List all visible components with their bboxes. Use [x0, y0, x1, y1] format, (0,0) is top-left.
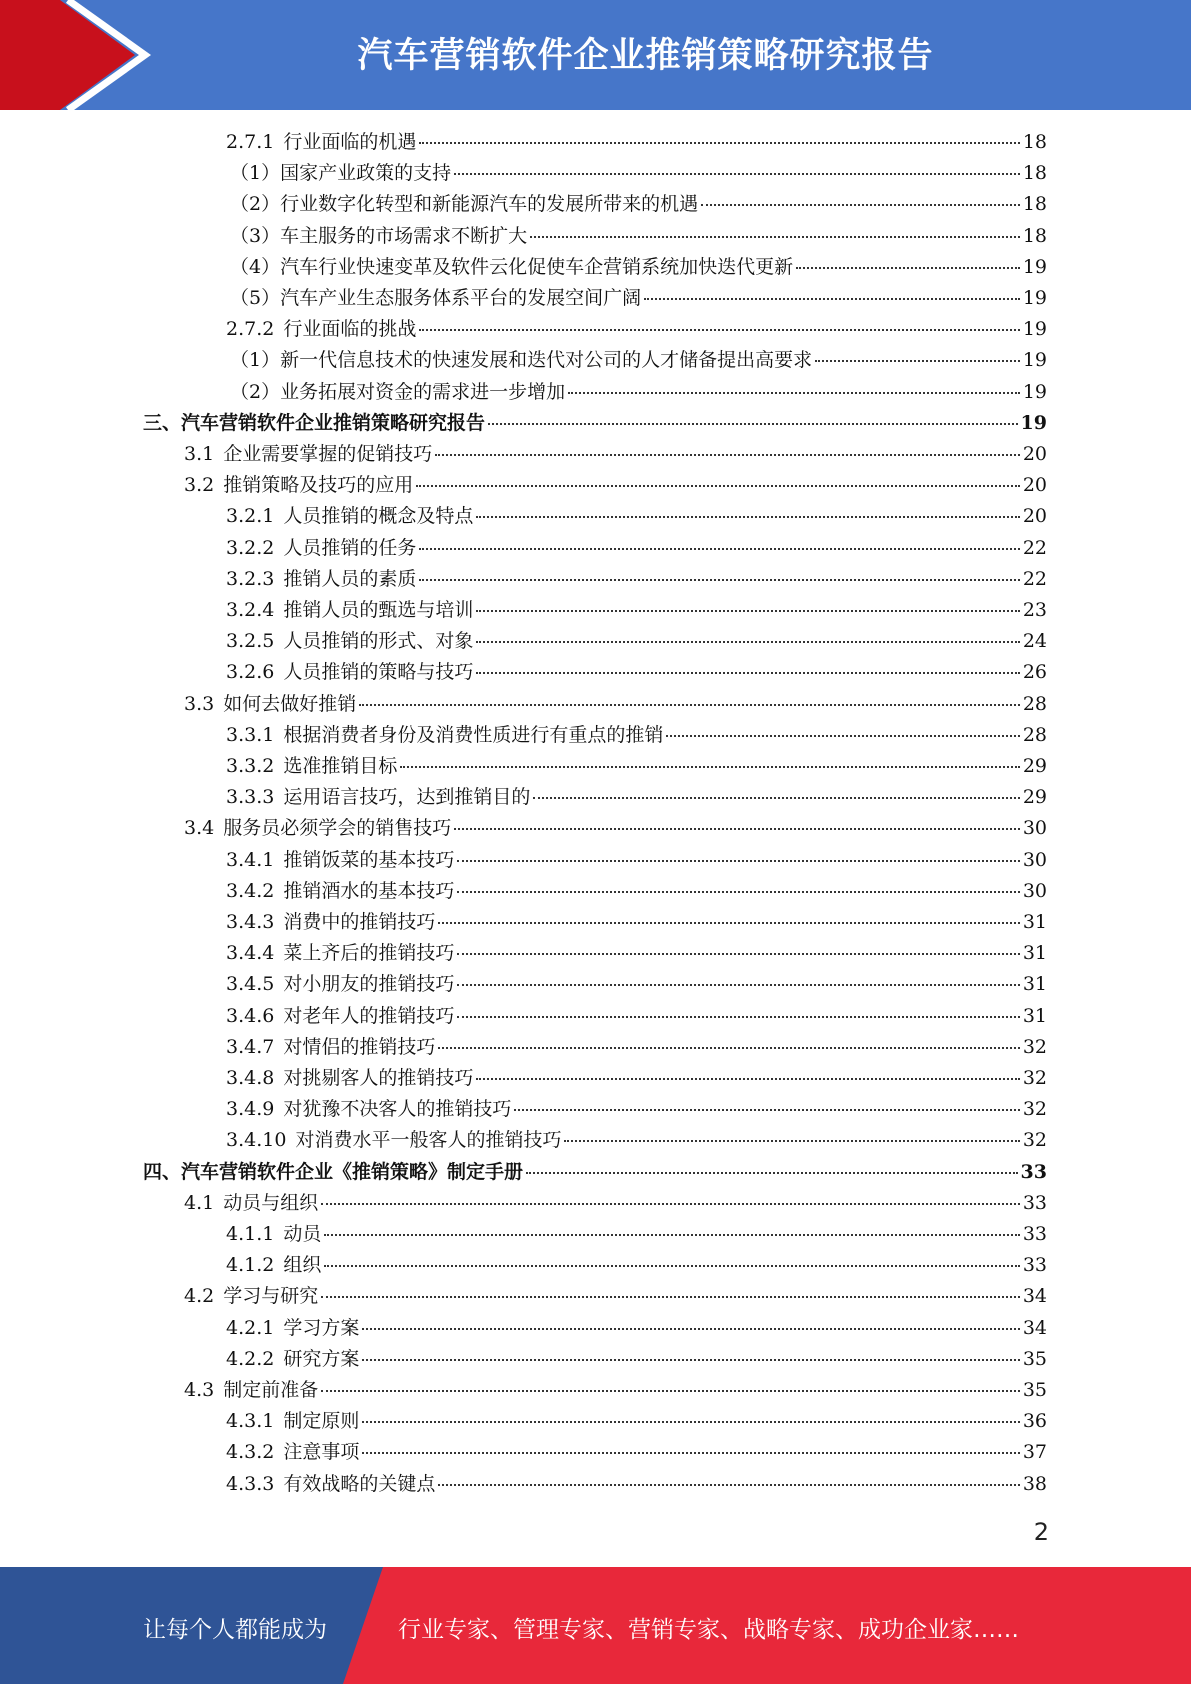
toc-entry[interactable]	[226, 1001, 1047, 1032]
toc-entry-page: 32	[1022, 1035, 1047, 1058]
toc-entry-page: 33	[1020, 1160, 1047, 1183]
toc-entry-number: （1）	[230, 349, 281, 372]
toc-entry-page: 38	[1022, 1472, 1047, 1495]
toc-entry-title: 汽车营销软件企业《推销策略》制定手册	[181, 1160, 524, 1183]
toc-dot-leader	[419, 142, 1019, 144]
toc-entry-page: 37	[1022, 1441, 1047, 1464]
toc-entry[interactable]	[226, 1125, 1047, 1156]
toc-entry[interactable]	[226, 751, 1047, 782]
toc-dot-leader	[476, 641, 1019, 643]
toc-dot-leader	[419, 548, 1019, 550]
toc-entry-page: 19	[1022, 349, 1047, 372]
toc-entry-title: 汽车营销软件企业推销策略研究报告	[181, 411, 486, 434]
toc-entry-page: 19	[1022, 318, 1047, 341]
toc-entry[interactable]	[226, 595, 1047, 626]
toc-entry[interactable]	[226, 876, 1047, 907]
toc-entry-number: 4.3.2	[226, 1441, 275, 1464]
toc-dot-leader	[362, 1452, 1019, 1454]
toc-entry-title: 推销人员的甄选与培训	[283, 599, 474, 621]
toc-dot-leader	[701, 204, 1020, 206]
toc-entry-number: 3.4.2	[226, 879, 275, 902]
toc-entry-number: 3.4	[184, 817, 215, 840]
toc-entry[interactable]	[226, 501, 1047, 532]
toc-dot-leader	[666, 735, 1019, 737]
toc-entry-title: 学习与研究	[223, 1285, 319, 1308]
toc-entry[interactable]	[230, 221, 1047, 252]
toc-dot-leader	[568, 392, 1020, 394]
toc-entry[interactable]	[226, 533, 1047, 564]
toc-entry-number: 3.2.1	[226, 505, 275, 528]
toc-dot-leader	[419, 329, 1019, 331]
toc-entry-number: 3.4.3	[226, 911, 275, 933]
toc-entry[interactable]	[226, 1063, 1047, 1094]
toc-entry[interactable]	[226, 969, 1047, 1000]
toc-entry-page: 29	[1022, 786, 1047, 809]
toc-entry-title: 推销酒水的基本技巧	[283, 879, 455, 902]
toc-entry[interactable]	[184, 1188, 1047, 1219]
toc-entry-number: 4.2.1	[226, 1316, 275, 1339]
toc-dot-leader	[457, 1016, 1019, 1018]
toc-entry-title: 根据消费者身份及消费性质进行有重点的推销	[283, 723, 664, 746]
toc-entry-title: 车主服务的市场需求不断扩大	[280, 224, 528, 247]
toc-entry-page: 32	[1022, 1129, 1047, 1152]
toc-dot-leader	[476, 610, 1019, 612]
toc-entry-title: 汽车行业快速变革及软件云化促使车企营销系统加快迭代更新	[280, 255, 794, 278]
toc-entry-page: 31	[1022, 1004, 1047, 1027]
toc-entry[interactable]	[184, 689, 1047, 720]
toc-entry-title: 制定前准备	[223, 1379, 319, 1401]
toc-entry-number: （1）	[230, 162, 281, 185]
toc-dot-leader	[457, 953, 1019, 955]
toc-dot-leader	[419, 579, 1019, 581]
toc-dot-leader	[796, 267, 1020, 269]
toc-entry-title: 人员推销的形式、对象	[283, 630, 474, 653]
toc-entry-number: 4.3.1	[226, 1410, 275, 1433]
toc-entry-number: 四、	[143, 1160, 182, 1183]
toc-entry-title: 运用语言技巧，达到推销目的	[283, 786, 531, 809]
toc-entry-page: 26	[1022, 661, 1047, 684]
toc-entry-number: 3.4.7	[226, 1035, 275, 1058]
toc-entry-page: 36	[1022, 1410, 1047, 1433]
toc-entry-title: 推销饭菜的基本技巧	[283, 848, 455, 871]
toc-dot-leader	[644, 298, 1020, 300]
toc-entry[interactable]	[226, 657, 1047, 688]
toc-entry-title: 行业面临的机遇	[283, 131, 417, 153]
toc-entry-number: （3）	[230, 224, 281, 247]
toc-entry-page: 34	[1022, 1316, 1047, 1339]
toc-entry[interactable]	[226, 626, 1047, 657]
toc-entry-page: 28	[1022, 723, 1047, 746]
toc-entry-title: 行业面临的挑战	[283, 318, 417, 341]
toc-entry-title: 消费中的推销技巧	[283, 911, 436, 933]
toc-entry-page: 22	[1022, 536, 1047, 559]
toc-dot-leader	[488, 423, 1018, 425]
toc-dot-leader	[324, 1234, 1019, 1236]
toc-entry-number: 3.3.2	[226, 755, 275, 777]
toc-entry[interactable]	[184, 470, 1047, 501]
toc-entry-page: 23	[1022, 599, 1047, 621]
toc-entry[interactable]	[226, 314, 1047, 345]
toc-entry-page: 32	[1022, 1067, 1047, 1089]
toc-entry-number: 4.1.1	[226, 1223, 275, 1245]
toc-entry[interactable]	[226, 845, 1047, 876]
toc-entry-title: 动员与组织	[223, 1191, 319, 1214]
toc-entry-number: 3.2.2	[226, 536, 275, 559]
toc-dot-leader	[438, 922, 1019, 924]
toc-entry-page: 22	[1022, 567, 1047, 590]
toc-dot-leader	[416, 485, 1020, 487]
toc-entry-number: （4）	[230, 255, 281, 278]
toc-entry-title: 组织	[283, 1254, 322, 1277]
toc-dot-leader	[362, 1421, 1019, 1423]
document-title: 汽车营销软件企业推销策略研究报告	[357, 36, 934, 76]
toc-entry-number: 4.2	[184, 1285, 215, 1308]
toc-entry-title: 注意事项	[283, 1441, 360, 1464]
toc-entry-page: 35	[1022, 1347, 1047, 1370]
toc-entry-title: 业务拓展对资金的需求进一步增加	[280, 380, 566, 403]
toc-entry-number: 3.2	[184, 474, 215, 497]
toc-entry[interactable]	[226, 1250, 1047, 1281]
toc-entry-page: 20	[1022, 474, 1047, 497]
toc-entry[interactable]	[230, 158, 1047, 189]
toc-entry-number: 3.4.8	[226, 1067, 275, 1089]
toc-entry-page: 18	[1022, 224, 1047, 247]
toc-dot-leader	[530, 236, 1020, 238]
toc-entry-number: 3.4.1	[226, 848, 275, 871]
toc-dot-leader	[514, 1109, 1019, 1111]
toc-entry[interactable]	[226, 1344, 1047, 1375]
toc-entry-number: 3.2.5	[226, 630, 275, 653]
toc-entry-number: 3.4.5	[226, 973, 275, 996]
toc-entry-title: 有效战略的关键点	[283, 1472, 436, 1495]
toc-entry-number: 4.3.3	[226, 1472, 275, 1495]
toc-entry-page: 18	[1022, 131, 1047, 153]
toc-entry-title: 动员	[283, 1223, 322, 1245]
toc-entry-number: 3.3.3	[226, 786, 275, 809]
toc-entry[interactable]	[230, 189, 1047, 220]
toc-entry-page: 19	[1020, 411, 1047, 434]
toc-entry-number: 3.4.6	[226, 1004, 275, 1027]
toc-entry-number: 4.2.2	[226, 1347, 275, 1370]
toc-entry[interactable]	[226, 1219, 1047, 1250]
toc-entry-page: 31	[1022, 942, 1047, 965]
footer-slogan-left: 让每个人都能成为	[143, 1617, 327, 1643]
toc-dot-leader	[359, 704, 1020, 706]
toc-entry-title: 选准推销目标	[283, 755, 398, 777]
toc-entry-title: 新一代信息技术的快速发展和迭代对公司的人才储备提出高要求	[280, 349, 813, 372]
toc-entry-number: 3.4.4	[226, 942, 275, 965]
toc-dot-leader	[457, 891, 1019, 893]
toc-entry-title: 对挑剔客人的推销技巧	[283, 1067, 474, 1089]
toc-entry-page: 31	[1022, 973, 1047, 996]
toc-entry-number: 3.1	[184, 443, 215, 465]
toc-entry[interactable]	[226, 938, 1047, 969]
toc-dot-leader	[457, 860, 1019, 862]
toc-entry-number: 3.3	[184, 692, 215, 715]
toc-entry-number: 2.7.2	[226, 318, 275, 341]
toc-entry[interactable]	[226, 1469, 1047, 1500]
toc-entry[interactable]	[226, 1094, 1047, 1125]
toc-entry-number: 4.1	[184, 1191, 215, 1214]
toc-entry-number: （5）	[230, 287, 281, 309]
toc-dot-leader	[815, 360, 1020, 362]
toc-entry-title: 服务员必须学会的销售技巧	[223, 817, 452, 840]
toc-entry-page: 29	[1022, 755, 1047, 777]
toc-entry[interactable]	[226, 907, 1047, 938]
toc-entry-page: 19	[1022, 255, 1047, 278]
toc-entry-page: 33	[1022, 1223, 1047, 1245]
toc-dot-leader	[362, 1359, 1019, 1361]
toc-entry-title: 人员推销的任务	[283, 536, 417, 559]
toc-entry-page: 20	[1022, 443, 1047, 465]
toc-dot-leader	[324, 1265, 1019, 1267]
toc-entry[interactable]	[143, 1157, 1047, 1188]
toc-entry-page: 19	[1022, 380, 1047, 403]
toc-dot-leader	[526, 1172, 1018, 1174]
toc-entry-number: 3.2.6	[226, 661, 275, 684]
toc-entry[interactable]	[184, 1375, 1047, 1406]
toc-entry-title: 对情侣的推销技巧	[283, 1035, 436, 1058]
toc-entry[interactable]	[226, 1406, 1047, 1437]
footer-banner	[0, 1567, 1191, 1684]
toc-entry-page: 18	[1022, 162, 1047, 185]
toc-entry-number: 3.2.4	[226, 599, 275, 621]
toc-entry[interactable]	[230, 252, 1047, 283]
toc-dot-leader	[454, 828, 1020, 830]
toc-entry-number: 4.1.2	[226, 1254, 275, 1277]
toc-entry-page: 33	[1022, 1254, 1047, 1277]
toc-entry-title: 菜上齐后的推销技巧	[283, 942, 455, 965]
page-number: 2	[1033, 1518, 1049, 1546]
toc-entry[interactable]	[184, 439, 1047, 470]
toc-entry-number: 4.3	[184, 1379, 215, 1401]
toc-dot-leader	[438, 1484, 1019, 1486]
toc-entry-page: 32	[1022, 1098, 1047, 1121]
toc-entry-title: 研究方案	[283, 1347, 360, 1370]
toc-entry-title: 行业数字化转型和新能源汽车的发展所带来的机遇	[280, 193, 699, 216]
toc-dot-leader	[457, 984, 1019, 986]
toc-dot-leader	[454, 173, 1020, 175]
header-banner	[0, 0, 1191, 110]
toc-entry-page: 18	[1022, 193, 1047, 216]
toc-entry-number: 3.3.1	[226, 723, 275, 746]
toc-entry[interactable]	[230, 377, 1047, 408]
toc-entry-title: 如何去做好推销	[223, 692, 357, 715]
toc-entry-page: 31	[1022, 911, 1047, 933]
toc-dot-leader	[321, 1390, 1020, 1392]
toc-entry-number: 3.2.3	[226, 567, 275, 590]
toc-entry-page: 30	[1022, 817, 1047, 840]
toc-entry[interactable]	[226, 782, 1047, 813]
toc-entry-page: 24	[1022, 630, 1047, 653]
toc-entry-title: 对消费水平一般客人的推销技巧	[295, 1129, 562, 1152]
toc-dot-leader	[321, 1296, 1020, 1298]
toc-entry-number: 三、	[143, 411, 182, 434]
toc-entry-page: 35	[1022, 1379, 1047, 1401]
toc-entry-title: 企业需要掌握的促销技巧	[223, 443, 433, 465]
toc-entry-title: 推销策略及技巧的应用	[223, 474, 414, 497]
toc-dot-leader	[476, 672, 1019, 674]
toc-entry-title: 学习方案	[283, 1316, 360, 1339]
toc-entry[interactable]	[230, 345, 1047, 376]
toc-entry-page: 33	[1022, 1191, 1047, 1214]
toc-entry-number: （2）	[230, 193, 281, 216]
toc-entry[interactable]	[184, 813, 1047, 844]
toc-entry-title: 人员推销的策略与技巧	[283, 661, 474, 684]
toc-entry[interactable]	[226, 564, 1047, 595]
toc-entry[interactable]	[143, 408, 1047, 439]
toc-entry[interactable]	[226, 720, 1047, 751]
toc-entry-title: 人员推销的概念及特点	[283, 505, 474, 528]
toc-dot-leader	[438, 1047, 1019, 1049]
toc-entry[interactable]	[184, 1281, 1047, 1312]
toc-entry-number: 3.4.10	[226, 1129, 287, 1152]
toc-entry[interactable]	[226, 1437, 1047, 1468]
toc-dot-leader	[476, 1078, 1019, 1080]
toc-entry-page: 28	[1022, 692, 1047, 715]
toc-entry-page: 30	[1022, 879, 1047, 902]
toc-entry-title: 对犹豫不决客人的推销技巧	[283, 1098, 512, 1121]
toc-entry[interactable]	[230, 283, 1047, 314]
toc-entry-number: （2）	[230, 380, 281, 403]
toc-entry-title: 国家产业政策的支持	[280, 162, 452, 185]
toc-entry-title: 对老年人的推销技巧	[283, 1004, 455, 1027]
toc-entry-title: 推销人员的素质	[283, 567, 417, 590]
toc-entry[interactable]	[226, 1313, 1047, 1344]
toc-entry[interactable]	[226, 1032, 1047, 1063]
toc-entry-title: 制定原则	[283, 1410, 360, 1433]
toc-dot-leader	[476, 516, 1019, 518]
toc-dot-leader	[321, 1203, 1020, 1205]
toc-dot-leader	[564, 1140, 1019, 1142]
toc-dot-leader	[400, 766, 1019, 768]
toc-entry-number: 3.4.9	[226, 1098, 275, 1121]
toc-entry-page: 34	[1022, 1285, 1047, 1308]
toc-entry-page: 30	[1022, 848, 1047, 871]
toc-entry[interactable]	[226, 127, 1047, 158]
toc-dot-leader	[533, 797, 1019, 799]
toc-entry-title: 对小朋友的推销技巧	[283, 973, 455, 996]
toc-entry-number: 2.7.1	[226, 131, 275, 153]
toc-entry-page: 20	[1022, 505, 1047, 528]
toc-dot-leader	[435, 454, 1020, 456]
footer-slogan-right: 行业专家、管理专家、营销专家、战略专家、成功企业家……	[398, 1617, 1019, 1643]
toc-dot-leader	[362, 1328, 1019, 1330]
toc-entry-title: 汽车产业生态服务体系平台的发展空间广阔	[280, 287, 642, 309]
toc-entry-page: 19	[1022, 287, 1047, 309]
